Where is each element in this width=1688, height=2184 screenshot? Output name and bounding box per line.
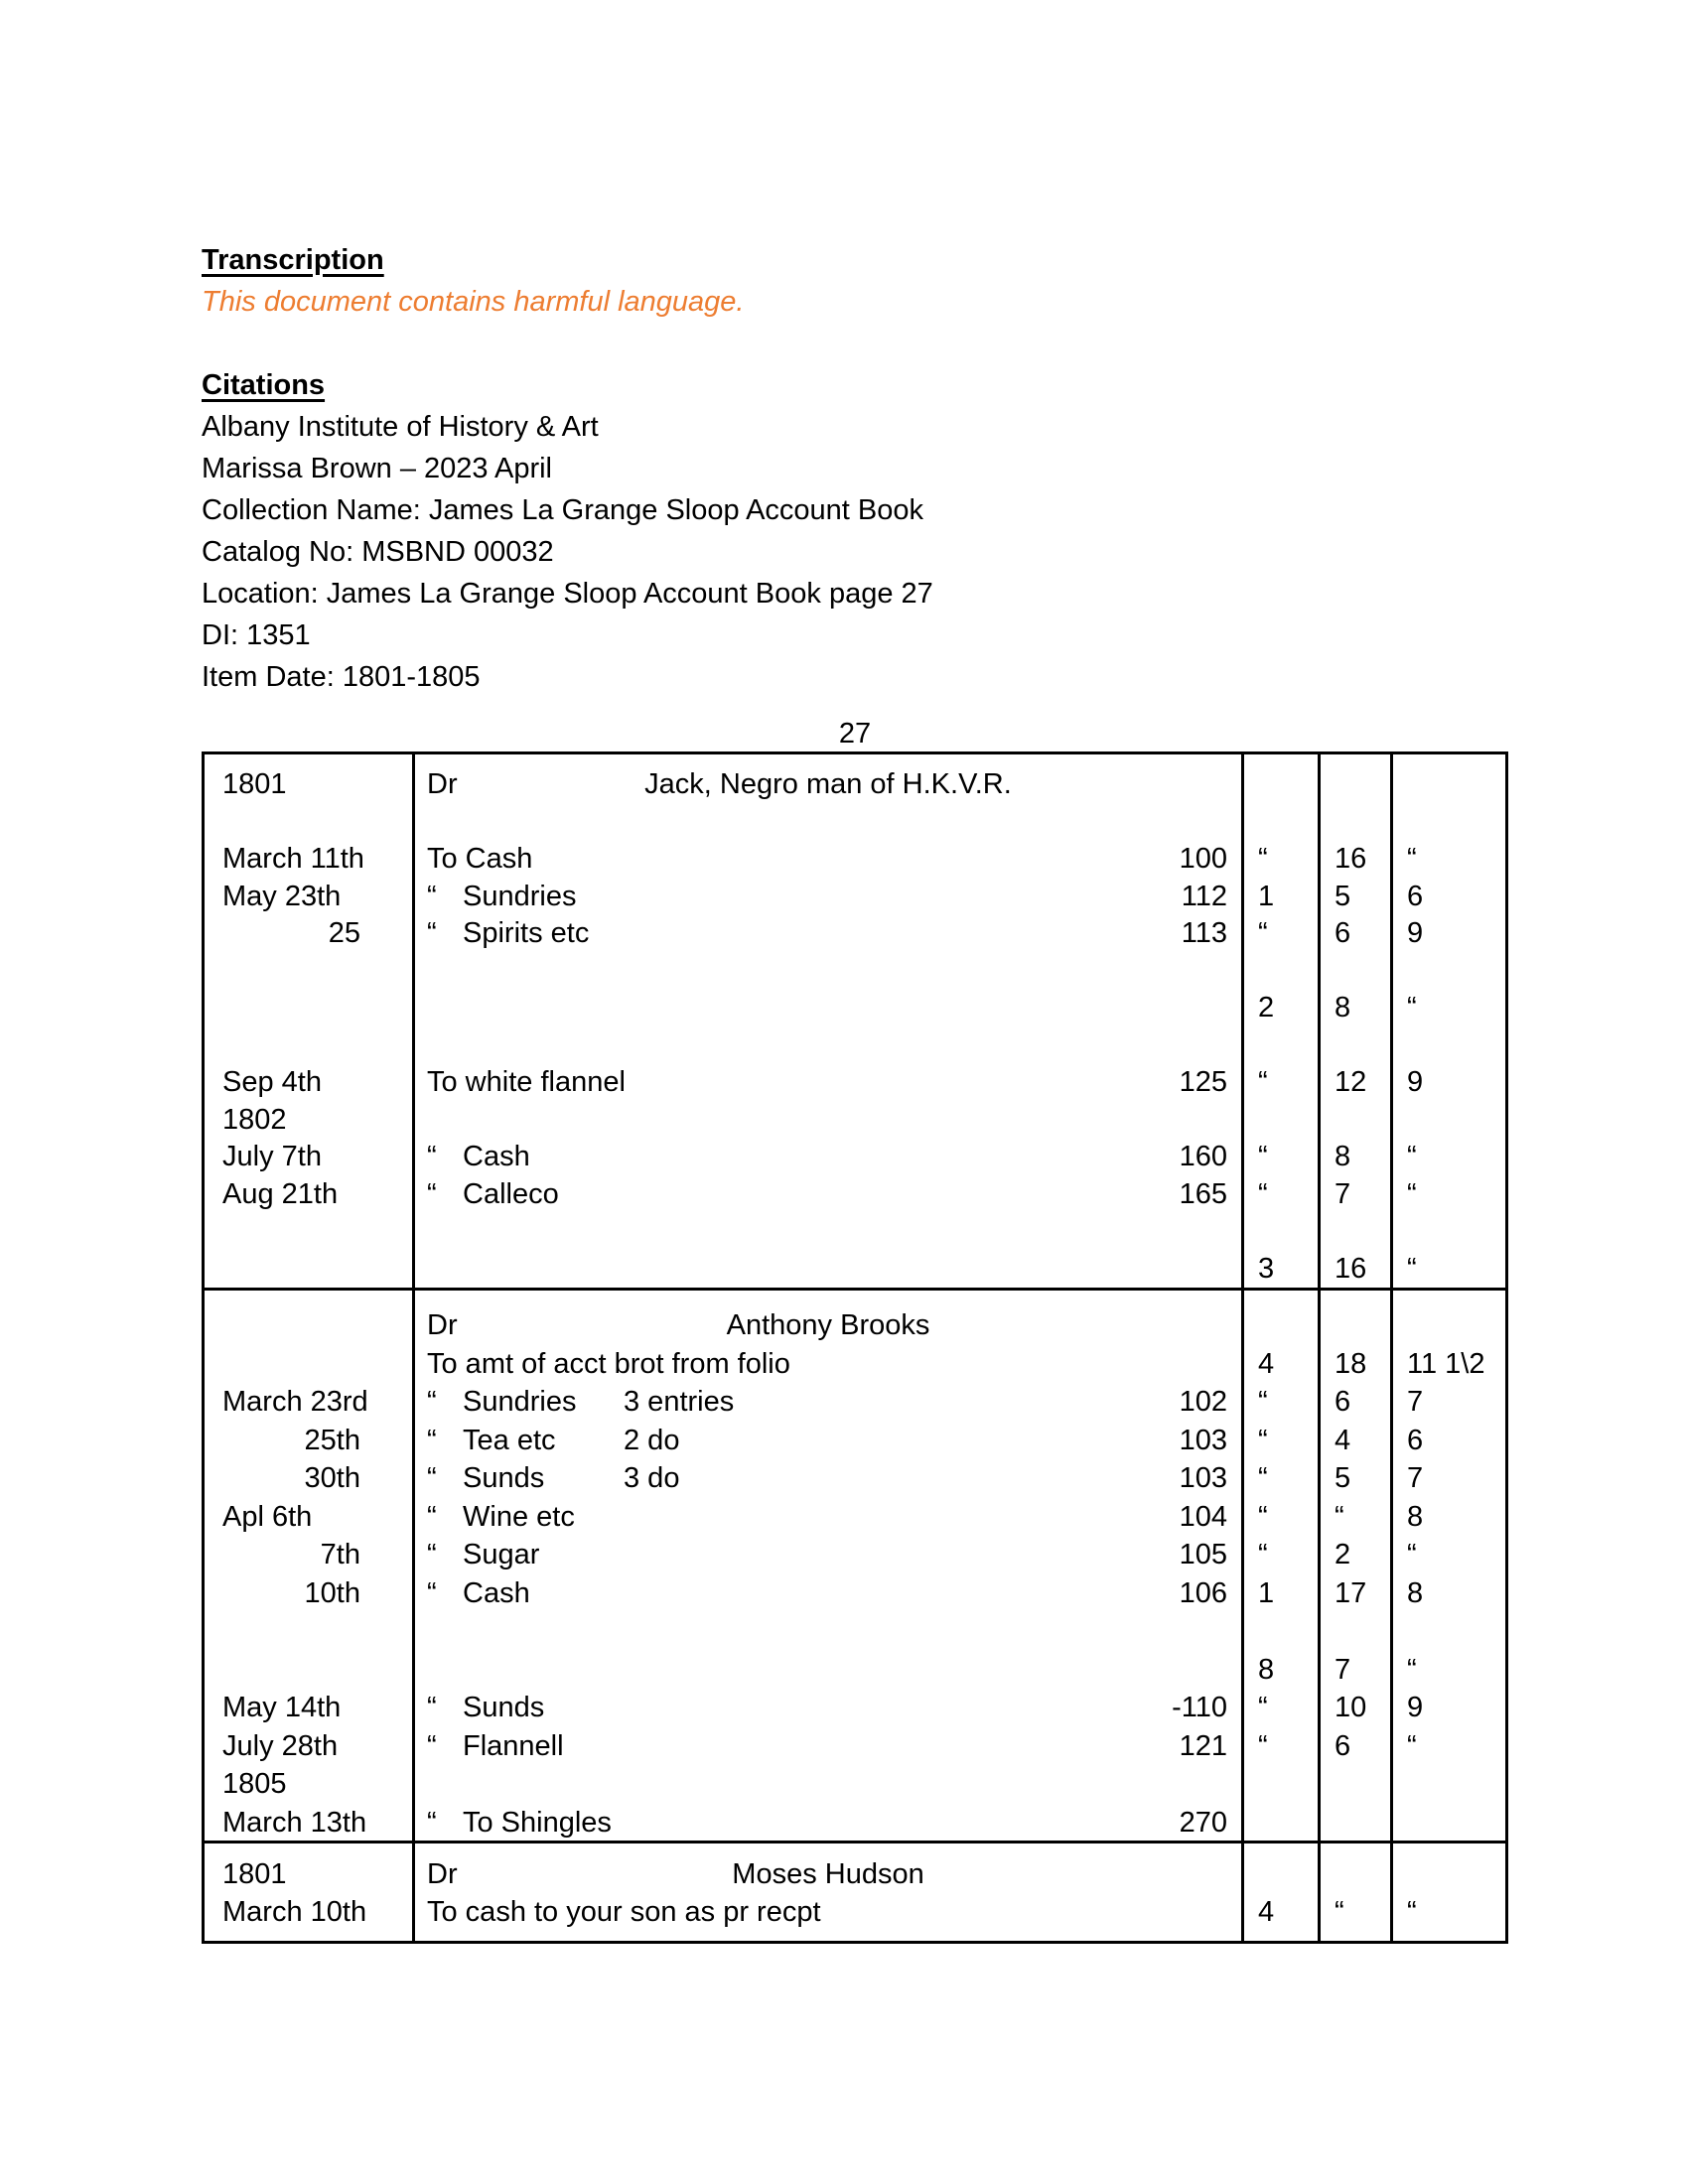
pence-value [1393, 1213, 1505, 1251]
description-cell [415, 1345, 1241, 1384]
date-cell [205, 1345, 412, 1384]
shillings-value: “ [1335, 1500, 1344, 1533]
description-column [415, 1291, 1244, 1841]
folio-number: 125 [1179, 1066, 1227, 1098]
folio-number: 112 [1181, 880, 1227, 912]
description-cell [415, 1893, 1241, 1931]
pence-value: 9 [1407, 1066, 1424, 1098]
shillings-value: 2 [1335, 1539, 1351, 1570]
folio-number: 102 [1179, 1386, 1227, 1418]
ditto-mark: “ [427, 1462, 437, 1494]
description-cell [415, 1064, 1241, 1102]
dr-label: Dr [427, 1309, 458, 1341]
pence-value: “ [1407, 1141, 1417, 1172]
pence-value: 9 [1407, 917, 1424, 949]
pounds-value: 3 [1258, 1252, 1275, 1285]
date-cell [205, 1027, 412, 1065]
date-cell: 25 [328, 917, 360, 949]
date-cell: Apl 6th [222, 1500, 313, 1533]
pence-value [1393, 953, 1505, 991]
description-cell [415, 841, 1241, 879]
description-cell [415, 1804, 1241, 1842]
pence-value: “ [1407, 1729, 1417, 1762]
folio-number: 104 [1179, 1500, 1227, 1533]
date-cell: 30th [304, 1462, 360, 1494]
date-cell [205, 804, 412, 842]
pounds-value [1244, 1765, 1318, 1804]
shillings-value [1321, 1855, 1390, 1893]
date-column [205, 1843, 415, 1941]
shillings-value: 6 [1335, 1386, 1351, 1418]
pounds-value: 4 [1258, 1347, 1275, 1380]
folio-number: 106 [1179, 1576, 1227, 1609]
ditto-mark: “ [427, 880, 437, 912]
pounds-value [1244, 1306, 1318, 1345]
date-cell [205, 990, 412, 1027]
ditto-mark: “ [427, 1424, 437, 1456]
entry-description: Flannell [463, 1729, 564, 1762]
pence-value: “ [1407, 1177, 1417, 1210]
shillings-value: 8 [1335, 1141, 1351, 1172]
description-cell [415, 1727, 1241, 1766]
pounds-value: 1 [1258, 880, 1275, 912]
description-cell [415, 1612, 1241, 1651]
pounds-value: 4 [1258, 1896, 1275, 1928]
date-cell: March 13th [222, 1806, 367, 1839]
pence-value: 8 [1407, 1500, 1424, 1533]
pounds-column [1244, 754, 1321, 1288]
pounds-value: 1 [1258, 1576, 1275, 1609]
shillings-column [1321, 1843, 1393, 1941]
entry-description: Wine etc [463, 1500, 575, 1533]
pence-column [1393, 1291, 1505, 1841]
date-cell: 7th [320, 1539, 360, 1570]
citation-list [202, 406, 1508, 698]
shillings-value [1321, 804, 1390, 842]
entry-description: To Cash [427, 843, 533, 875]
folio-number: 160 [1179, 1141, 1227, 1172]
description-cell [415, 1139, 1241, 1176]
date-cell [205, 1213, 412, 1251]
ditto-mark: “ [427, 1386, 437, 1418]
citation-line: Catalog No: MSBND 00032 [202, 536, 554, 568]
pence-value [1393, 1855, 1505, 1893]
description-cell [415, 1689, 1241, 1727]
harmful-language-notice: This document contains harmful language. [202, 286, 745, 318]
date-cell: 1801 [222, 1858, 287, 1890]
pence-value: “ [1407, 1252, 1417, 1285]
pence-value [1393, 1765, 1505, 1804]
folio-number: 121 [1179, 1729, 1227, 1762]
pounds-value: “ [1258, 1462, 1268, 1494]
shillings-value [1321, 1612, 1390, 1651]
pounds-value [1244, 1612, 1318, 1651]
entry-description: Cash [463, 1576, 530, 1609]
citation-line: Collection Name: James La Grange Sloop Account Book [202, 494, 924, 526]
description-cell [415, 1213, 1241, 1251]
date-cell: 25th [304, 1424, 360, 1456]
entry-description: Calleco [463, 1177, 559, 1210]
description-cell [415, 1102, 1241, 1140]
dr-label: Dr [427, 768, 458, 800]
date-cell: July 7th [222, 1141, 322, 1172]
shillings-value: 5 [1335, 1462, 1351, 1494]
pounds-value [1244, 1213, 1318, 1251]
pence-value [1393, 1027, 1505, 1065]
pence-value: “ [1407, 992, 1417, 1024]
entry-description: Sundries [463, 1386, 577, 1418]
pence-column [1393, 1843, 1505, 1941]
pence-value [1393, 1804, 1505, 1842]
shillings-value: “ [1335, 1896, 1344, 1928]
transcription-heading: Transcription [202, 244, 384, 276]
description-cell [415, 1498, 1241, 1537]
pounds-value: “ [1258, 1424, 1268, 1456]
date-cell: March 10th [222, 1896, 367, 1928]
shillings-value [1321, 1804, 1390, 1842]
account-holder-name: Jack, Negro man of H.K.V.R. [644, 768, 1012, 800]
shillings-column [1321, 754, 1393, 1288]
description-cell [415, 1306, 1241, 1345]
ditto-mark: “ [427, 1177, 437, 1210]
entry-description: To Shingles [463, 1806, 612, 1839]
folio-number: 270 [1179, 1806, 1227, 1839]
entry-description: Tea etc [463, 1424, 556, 1456]
pence-value [1393, 1102, 1505, 1140]
date-cell: March 23rd [222, 1386, 368, 1418]
description-cell [415, 915, 1241, 953]
shillings-column [1321, 1291, 1393, 1841]
date-cell [205, 953, 412, 991]
entry-description: Spirits etc [463, 917, 590, 949]
document-page [202, 239, 1508, 1944]
pounds-value [1244, 1804, 1318, 1842]
pence-value: 11 1\2 [1407, 1347, 1485, 1380]
pence-value: 7 [1407, 1462, 1424, 1494]
folio-number: 103 [1179, 1462, 1227, 1494]
description-column [415, 1843, 1244, 1941]
date-cell: May 23th [222, 880, 342, 912]
account-holder-name: Moses Hudson [732, 1858, 924, 1890]
date-cell [205, 1306, 412, 1345]
description-cell [415, 804, 1241, 842]
date-cell [205, 1612, 412, 1651]
pounds-value [1244, 953, 1318, 991]
ditto-mark: “ [427, 1576, 437, 1609]
pence-value: “ [1407, 1539, 1417, 1570]
description-cell [415, 1422, 1241, 1460]
shillings-value: 6 [1335, 917, 1351, 949]
citation-line: DI: 1351 [202, 619, 311, 651]
pence-value: 9 [1407, 1692, 1424, 1723]
entry-description: To white flannel [427, 1066, 626, 1098]
date-cell: 1801 [222, 768, 287, 800]
shillings-value: 12 [1335, 1066, 1367, 1098]
date-cell: March 11th [222, 843, 364, 875]
description-cell [415, 766, 1241, 804]
description-cell [415, 1765, 1241, 1804]
pounds-value [1244, 1102, 1318, 1140]
shillings-value: 8 [1335, 992, 1351, 1024]
quantity-note: 2 do [624, 1424, 680, 1456]
date-cell: 10th [304, 1576, 360, 1609]
folio-number: -110 [1172, 1692, 1227, 1723]
description-cell [415, 1651, 1241, 1690]
folio-number: 165 [1179, 1177, 1227, 1210]
pence-value: “ [1407, 1653, 1417, 1686]
ditto-mark: “ [427, 917, 437, 949]
folio-number: 100 [1179, 843, 1227, 875]
date-cell: Aug 21th [222, 1177, 339, 1210]
ditto-mark: “ [427, 1729, 437, 1762]
date-cell [205, 1651, 412, 1690]
description-cell [415, 990, 1241, 1027]
shillings-value: 17 [1335, 1576, 1367, 1609]
pounds-value [1244, 1855, 1318, 1893]
pounds-value: “ [1258, 843, 1268, 875]
pounds-value: 8 [1258, 1653, 1275, 1686]
pounds-value [1244, 766, 1318, 804]
shillings-value: 7 [1335, 1177, 1351, 1210]
description-cell [415, 1574, 1241, 1613]
shillings-value [1321, 1102, 1390, 1140]
shillings-value [1321, 953, 1390, 991]
shillings-value: 16 [1335, 843, 1367, 875]
pence-value: 6 [1407, 1424, 1424, 1456]
date-cell: Sep 4th [222, 1066, 322, 1098]
quantity-note: 3 entries [624, 1386, 735, 1418]
entry-description: To amt of acct brot from folio [427, 1347, 790, 1380]
blank-line [202, 323, 1508, 364]
entry-description: Sunds [463, 1692, 545, 1723]
pounds-value [1244, 804, 1318, 842]
ditto-mark: “ [427, 1806, 437, 1839]
date-column [205, 1291, 415, 1841]
shillings-value [1321, 1027, 1390, 1065]
folio-number: 113 [1181, 917, 1227, 949]
pence-value [1393, 804, 1505, 842]
shillings-value [1321, 1213, 1390, 1251]
citation-line: Marissa Brown – 2023 April [202, 453, 552, 484]
pounds-column [1244, 1291, 1321, 1841]
description-cell [415, 1855, 1241, 1893]
description-cell [415, 1383, 1241, 1422]
page-number: 27 [838, 718, 872, 750]
description-cell [415, 1027, 1241, 1065]
pounds-value: 2 [1258, 992, 1275, 1024]
pence-value [1393, 1612, 1505, 1651]
date-column [205, 754, 415, 1288]
pence-value: “ [1407, 1896, 1417, 1928]
pence-value: 8 [1407, 1576, 1424, 1609]
entry-description: Sugar [463, 1539, 540, 1570]
account-section-moses-hudson [205, 1843, 1505, 1941]
quantity-note: 3 do [624, 1462, 680, 1494]
folio-number: 103 [1179, 1424, 1227, 1456]
description-cell [415, 1459, 1241, 1498]
date-cell: 1802 [222, 1103, 287, 1136]
pounds-value: “ [1258, 1066, 1268, 1098]
date-cell: July 28th [222, 1729, 339, 1762]
description-cell [415, 879, 1241, 916]
account-holder-name: Anthony Brooks [726, 1309, 930, 1341]
pence-value: 7 [1407, 1386, 1424, 1418]
citations-heading: Citations [202, 369, 326, 401]
description-cell [415, 1176, 1241, 1214]
ditto-mark: “ [427, 1539, 437, 1570]
shillings-value [1321, 1765, 1390, 1804]
description-cell [415, 1251, 1241, 1289]
shillings-value: 4 [1335, 1424, 1351, 1456]
date-cell: 1805 [222, 1768, 287, 1800]
shillings-value: 7 [1335, 1653, 1351, 1686]
ditto-mark: “ [427, 1500, 437, 1533]
ledger-table [202, 751, 1508, 1944]
pounds-value: “ [1258, 1729, 1268, 1762]
shillings-value: 10 [1335, 1692, 1367, 1723]
pence-value [1393, 1306, 1505, 1345]
pounds-value: “ [1258, 1692, 1268, 1723]
account-section-jack [205, 754, 1505, 1291]
shillings-value: 5 [1335, 880, 1351, 912]
date-cell [205, 1251, 412, 1289]
pence-value [1393, 766, 1505, 804]
description-cell [415, 1536, 1241, 1574]
pounds-value [1244, 1027, 1318, 1065]
description-cell [415, 953, 1241, 991]
dr-label: Dr [427, 1858, 458, 1890]
pounds-value: “ [1258, 1177, 1268, 1210]
pounds-value: “ [1258, 917, 1268, 949]
citation-line: Location: James La Grange Sloop Account Book page 27 [202, 578, 933, 610]
pence-value: “ [1407, 843, 1417, 875]
shillings-value: 16 [1335, 1252, 1367, 1285]
pence-value: 6 [1407, 880, 1424, 912]
ditto-mark: “ [427, 1692, 437, 1723]
pence-column [1393, 754, 1505, 1288]
folio-number: 105 [1179, 1539, 1227, 1570]
ditto-mark: “ [427, 1141, 437, 1172]
pounds-value: “ [1258, 1141, 1268, 1172]
shillings-value [1321, 1306, 1390, 1345]
date-cell: May 14th [222, 1692, 342, 1723]
shillings-value: 18 [1335, 1347, 1367, 1380]
pounds-column [1244, 1843, 1321, 1941]
shillings-value: 6 [1335, 1729, 1351, 1762]
citation-line: Item Date: 1801-1805 [202, 661, 481, 693]
account-section-anthony-brooks [205, 1291, 1505, 1843]
entry-description: Sunds [463, 1462, 545, 1494]
entry-description: Cash [463, 1141, 530, 1172]
entry-description: To cash to your son as pr recpt [427, 1896, 821, 1928]
shillings-value [1321, 766, 1390, 804]
pounds-value: “ [1258, 1500, 1268, 1533]
pounds-value: “ [1258, 1386, 1268, 1418]
pounds-value: “ [1258, 1539, 1268, 1570]
description-column [415, 754, 1244, 1288]
entry-description: Sundries [463, 880, 577, 912]
citation-line: Albany Institute of History & Art [202, 411, 599, 443]
